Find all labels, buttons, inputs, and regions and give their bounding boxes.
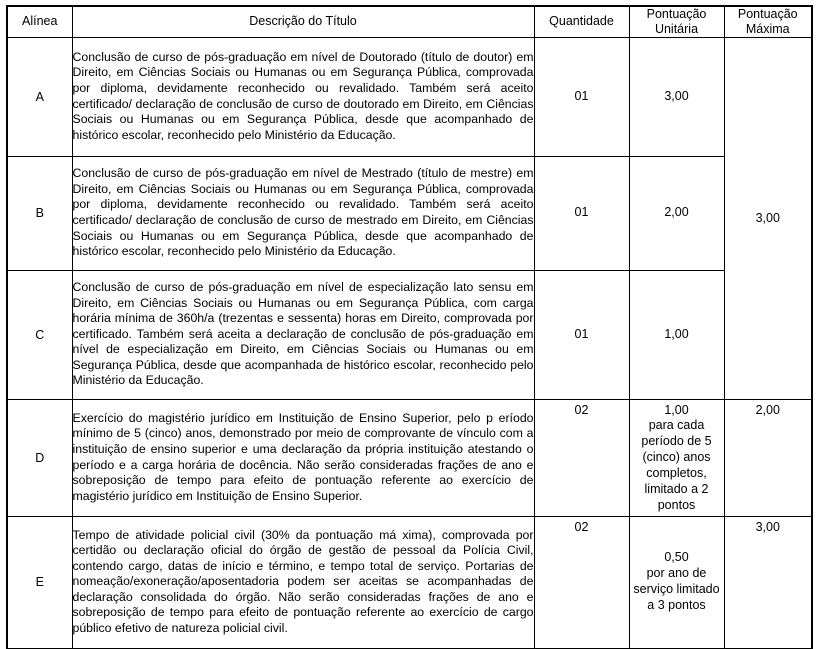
cell-descricao: Conclusão de curso de pós-graduação em nível de especialização lato sensu em Direito, em Ciências Sociais ou Humanas ou em Segurança Pública, com carga horária mínima de 360h/a (trezentas e sessenta) horas em Direito, comprovada por certificado. Também será aceita a declaração de conclusão de pós-graduação em nível de especialização em Direito, em Ciências Sociais ou Humanas ou em Segurança Pública, desde que acompanhada de histórico escolar, reconhecido pelo Ministério da Educação.	[72, 270, 534, 399]
pontuacao-unitaria-value: 2,00	[664, 205, 689, 220]
pontuacao-unitaria-value: 3,00	[664, 88, 689, 103]
pontuacao-unitaria-value: 1,00	[664, 326, 689, 341]
table-row	[7, 37, 812, 156]
column-header-pontuacao-maxima-line2: Máxima	[745, 21, 790, 36]
column-header-pontuacao-unitaria	[629, 6, 724, 37]
cell-pontuacao-unitaria	[629, 270, 724, 399]
cell-quantidade: 01	[534, 37, 629, 156]
cell-pontuacao-maxima: 3,00	[724, 37, 812, 399]
cell-descricao: Exercício do magistério jurídico em Instituição de Ensino Superior, pelo p eríodo mínimo de 5 (cinco) anos, demonstrado por meio de comprovante de vínculo com a instituição de ensino superior e uma declaração da própria instituição atestando o período e a carga horária de docência. Não serão consideradas frações de ano e sobreposição de tempo para efeito de pontuação referente ao exercício de magistério jurídico em Instituição de Ensino Superior.	[72, 399, 534, 516]
pontuacao-unitaria-note: por ano de serviço limitado a 3 pontos	[633, 566, 720, 612]
column-header-alinea: Alínea	[7, 6, 72, 37]
cell-pontuacao-unitaria	[629, 399, 724, 516]
cell-quantidade: 02	[534, 516, 629, 648]
table-row	[7, 156, 812, 270]
table-header	[7, 6, 812, 37]
cell-alinea: B	[7, 156, 72, 270]
table-header-row	[7, 6, 812, 37]
pontuacao-unitaria-value: 1,00	[664, 402, 689, 417]
column-header-pontuacao-unitaria-line2: Unitária	[654, 21, 699, 36]
column-header-quantidade: Quantidade	[534, 6, 629, 37]
cell-alinea: A	[7, 37, 72, 156]
cell-pontuacao-unitaria	[629, 516, 724, 648]
cell-alinea: D	[7, 399, 72, 516]
cell-pontuacao-maxima: 3,00	[724, 516, 812, 648]
column-header-pontuacao-maxima	[724, 6, 812, 37]
cell-descricao: Conclusão de curso de pós-graduação em nível de Doutorado (título de doutor) em Direito, em Ciências Sociais ou Humanas ou em Segurança Pública, comprovada por diploma, devidamente reconhecido ou revalidado. Também será aceito certificado/ declaração de conclusão de curso de doutorado em Direito, em Ciências Sociais ou Humanas ou em Segurança Pública, desde que acompanhado de histórico escolar, reconhecido pelo Ministério da Educação.	[72, 37, 534, 156]
table-row	[7, 270, 812, 399]
table-row	[7, 516, 812, 648]
column-header-descricao: Descrição do Título	[72, 6, 534, 37]
cell-pontuacao-maxima: 2,00	[724, 399, 812, 516]
table-row	[7, 399, 812, 516]
titles-table	[6, 5, 813, 649]
column-header-pontuacao-unitaria-line1: Pontuação	[646, 7, 707, 21]
cell-alinea: E	[7, 516, 72, 648]
cell-descricao: Tempo de atividade policial civil (30% da pontuação má xima), comprovada por certidão ou declaração oficial do órgão de gestão de pessoal da Polícia Civil, contendo cargo, datas de início e término, e tempo total de serviço. Portarias de nomeação/exoneração/aposentadoria podem ser aceitas se acompanhadas de declaração consolidada do órgão. Não serão consideradas frações de ano e sobreposição de tempo para efeito de pontuação referente ao exercício de cargo público efetivo de natureza policial civil.	[72, 516, 534, 648]
cell-quantidade: 01	[534, 270, 629, 399]
table-body	[7, 37, 812, 648]
cell-quantidade: 02	[534, 399, 629, 516]
cell-alinea: C	[7, 270, 72, 399]
pontuacao-unitaria-note: para cada período de 5 (cinco) anos completos, limitado a 2 pontos	[641, 418, 712, 512]
cell-pontuacao-unitaria	[629, 156, 724, 270]
cell-quantidade: 01	[534, 156, 629, 270]
cell-pontuacao-unitaria	[629, 37, 724, 156]
cell-descricao: Conclusão de curso de pós-graduação em nível de Mestrado (título de mestre) em Direito, em Ciências Sociais ou Humanas ou em Segurança Pública, comprovada por diploma, devidamente reconhecido ou revalidado. Também será aceito certificado/ declaração de conclusão de curso de mestrado em Direito, em Ciências Sociais ou Humanas ou em Segurança Pública, desde que acompanhado de histórico escolar, reconhecido pelo Ministério da Educação.	[72, 156, 534, 270]
column-header-pontuacao-maxima-line1: Pontuação	[737, 7, 798, 21]
pontuacao-unitaria-value: 0,50	[664, 550, 689, 565]
